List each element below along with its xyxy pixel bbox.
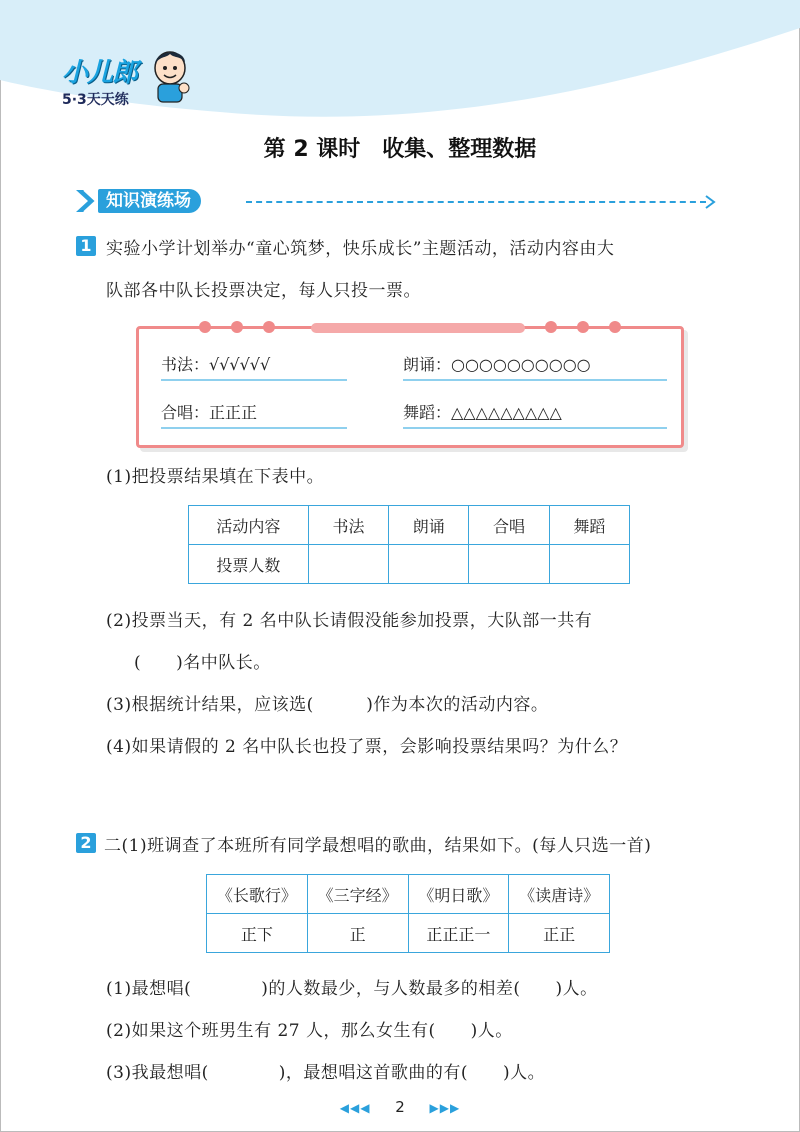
decor-dot <box>263 321 275 333</box>
table-header-cell: 《读唐诗》 <box>509 875 610 914</box>
table-row <box>207 875 610 914</box>
decor-dot <box>545 321 557 333</box>
song-survey-table <box>206 874 610 953</box>
q1-sub3: (3)根据统计结果，应该选( )作为本次的活动内容。 <box>106 695 549 715</box>
question-number-2: 2 <box>76 833 96 853</box>
arrows-right-icon: ▶▶▶ <box>429 1101 461 1115</box>
tally-cell: 正下 <box>207 914 308 953</box>
answer-cell[interactable] <box>549 545 629 584</box>
question-number-1: 1 <box>76 236 96 256</box>
decor-pill <box>311 323 525 333</box>
q2-intro: 二(1)班调查了本班所有同学最想唱的歌曲，结果如下。(每人只选一首) <box>104 836 652 856</box>
decor-dot <box>199 321 211 333</box>
vote-record-card <box>136 326 684 448</box>
arrows-left-icon: ◀◀◀ <box>339 1101 371 1115</box>
tally-cell: 正 <box>307 914 408 953</box>
mascot-boy-icon <box>148 48 192 104</box>
q1-sub2-line2: ( )名中队长。 <box>134 653 271 673</box>
table-row <box>189 506 630 545</box>
table-header-cell: 书法 <box>308 506 388 545</box>
series-name: 5·3天天练 <box>62 92 129 108</box>
table-header-cell: 合唱 <box>469 506 549 545</box>
answer-cell[interactable] <box>469 545 549 584</box>
decor-dot <box>609 321 621 333</box>
page-footer <box>0 1098 800 1116</box>
section-divider <box>246 201 706 203</box>
decor-dot <box>231 321 243 333</box>
table-header-cell: 舞蹈 <box>549 506 629 545</box>
table-header-cell: 《三字经》 <box>307 875 408 914</box>
chevron-right-icon <box>704 194 716 210</box>
q1-sub1: (1)把投票结果填在下表中。 <box>106 467 325 487</box>
table-header-cell: 《明日歌》 <box>408 875 509 914</box>
tally-cell: 正正正一 <box>408 914 509 953</box>
q1-sub4: (4)如果请假的 2 名中队长也投了票，会影响投票结果吗？为什么？ <box>106 737 628 757</box>
decor-dot <box>577 321 589 333</box>
section-header <box>74 186 714 216</box>
page-number: 2 <box>395 1098 405 1116</box>
answer-cell[interactable] <box>308 545 388 584</box>
table-row <box>207 914 610 953</box>
q1-text-line2: 队部各中队长投票决定，每人只投一票。 <box>106 281 421 301</box>
lesson-title: 第 2 课时 收集、整理数据 <box>263 137 537 162</box>
q2-sub1: (1)最想唱( )的人数最少，与人数最多的相差( )人。 <box>106 979 598 999</box>
brand-logo <box>62 52 137 109</box>
q2-sub2: (2)如果这个班男生有 27 人，那么女生有( )人。 <box>106 1021 513 1041</box>
brand-name: 小儿郎 <box>62 58 138 88</box>
table-row-label: 投票人数 <box>189 545 309 584</box>
vote-result-table <box>188 505 630 584</box>
section-label: 知识演练场 <box>98 189 201 213</box>
answer-cell[interactable] <box>389 545 469 584</box>
vote-dance: 舞蹈：△△△△△△△△△ <box>403 401 667 429</box>
tally-cell: 正正 <box>509 914 610 953</box>
vote-calligraphy: 书法：√√√√√√ <box>161 353 347 381</box>
q2-sub3: (3)我最想唱( )，最想唱这首歌曲的有( )人。 <box>106 1063 546 1083</box>
vote-recitation: 朗诵：○○○○○○○○○○ <box>403 353 667 381</box>
table-row <box>189 545 630 584</box>
table-header-cell: 活动内容 <box>189 506 309 545</box>
table-header-cell: 朗诵 <box>389 506 469 545</box>
q1-text-line1: 实验小学计划举办“童心筑梦，快乐成长”主题活动，活动内容由大 <box>106 239 615 259</box>
table-header-cell: 《长歌行》 <box>207 875 308 914</box>
q1-sub2-line1: (2)投票当天，有 2 名中队长请假没能参加投票，大队部一共有 <box>106 611 593 631</box>
vote-chorus: 合唱：正正正 <box>161 401 347 429</box>
